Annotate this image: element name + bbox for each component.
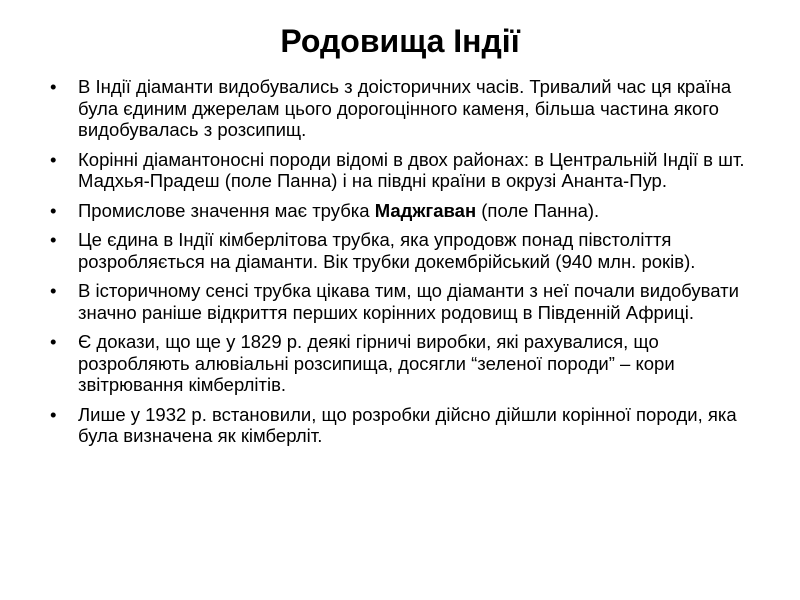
bullet-text: Корінні діамантоносні породи відомі в двох районах: в Центральній Індії в шт. Мадхья-Прадеш (поле Панна) і на півдні країни в окрузі Ананта-Пур. [78,148,745,191]
bullet-text: Це єдина в Індії кімберлітова трубка, яка упродовж понад півстоліття розробляється на діаманти. Вік трубки докембрійський (940 млн. років). [78,229,696,272]
bullet-icon: • [50,280,57,301]
bullet-text-post: (поле Панна). [476,199,600,221]
bullet-item-3 [50,200,758,222]
bullet-icon: • [50,403,57,425]
bullet-text-pre: Промислове значення має трубка [78,199,375,221]
bullet-icon: • [50,229,57,250]
bullet-text: В історичному сенсі трубка цікава тим, що діаманти з неї почали видобувати значно раніше відкриття перших корінних родовищ в Південній Африці. [78,280,739,323]
bullet-icon: • [50,76,57,97]
bullet-text-bold: Маджгаван [374,199,477,221]
bullet-text: Лише у 1932 р. встановили, що розробки дійсно дійшли корінної породи, яка була визначена як кімберліт. [78,403,737,446]
bullet-text: Є докази, що ще у 1829 р. деякі гірничі виробки, які рахувалися, що розробляють алювіальні розсипища, досягли “зеленої породи” – кори звітрювання кімберлітів. [78,331,675,395]
bullet-icon: • [50,148,57,170]
slide-title: Родовища Індії [280,23,520,59]
bullet-item-2 [50,149,758,192]
bullet-text: В Індії діаманти видобувались з доісторичних часів. Тривалий час ця країна була єдиним джерелам цього дорогоцінного каменя, більша частина якого видобувалась з розсипищ. [78,76,732,140]
bullet-item-1 [50,76,758,141]
bullet-icon: • [50,199,57,221]
bullet-list [50,76,758,455]
bullet-item-5 [50,280,758,323]
bullet-icon: • [50,331,57,352]
bullet-item-7 [50,404,758,447]
bullet-item-6 [50,331,758,396]
bullet-item-4 [50,229,758,272]
